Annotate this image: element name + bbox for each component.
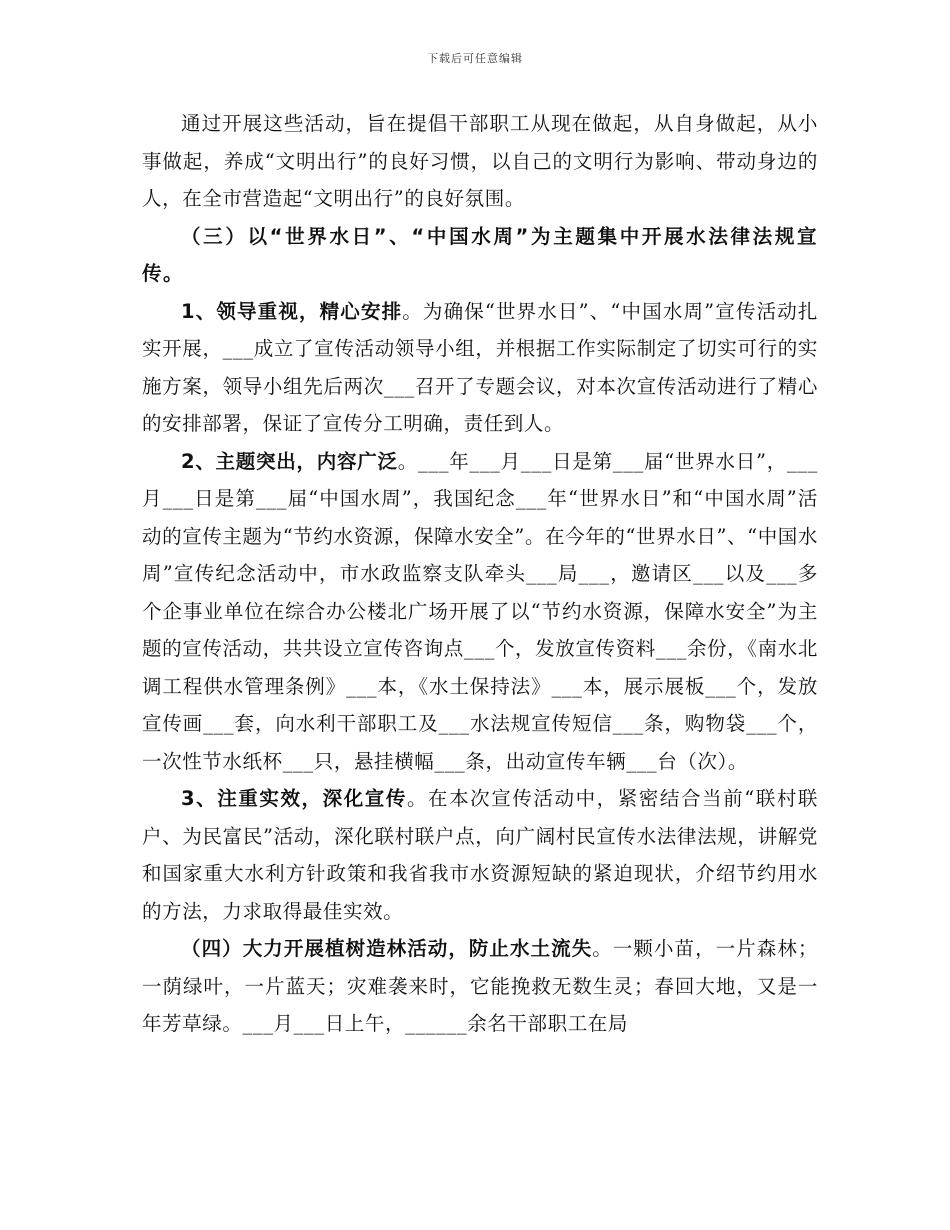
- section-heading-text: （三）以“世界水日”、“中国水周”为主题集中开展水法律法规宣传。: [142, 224, 818, 285]
- paragraph-text: 通过开展这些活动，旨在提倡干部职工从现在做起，从自身做起，从小事做起，养成“文明出行”的良好习惯，以自己的文明行为影响、带动身边的人，在全市营造起“文明出行”的良好氛围。: [142, 112, 818, 210]
- page-header-note: 下载后可任意编辑: [427, 52, 523, 65]
- paragraph-lead: （四）大力开展植树造林活动，防止水土流失: [181, 937, 593, 960]
- paragraph-effectiveness: [142, 780, 818, 930]
- paragraph-text: 。为确保“世界水日”、“中国水周”宣传活动扎实开展，___成立了宣传活动领导小组，并根据工作实际制定了切实可行的实施方案，领导小组先后两次___召开了专题会议，对本次宣传活动进行了精心的安排部署，保证了宣传分工明确，责任到人。: [142, 299, 819, 435]
- paragraph-lead: 3、注重实效，深化宣传: [181, 787, 407, 810]
- paragraph-lead: 1、领导重视，精心安排: [181, 299, 403, 323]
- paragraph-text: 。一颗小苗，一片森林；一荫绿叶，一片蓝天；灾难袭来时，它能挽救无数生灵；春回大地，又是一年芳草绿。___月___日上午，______余名干部职工在局: [142, 937, 818, 1035]
- paragraph-lead: 2、主题突出，内容广泛: [181, 449, 398, 473]
- document-body: [142, 105, 818, 1043]
- paragraph-text: 。在本次宣传活动中，紧密结合当前“联村联户、为民富民”活动，深化联村联户点，向广阔村民宣传水法律法规，讲解党和国家重大水利方针政策和我省我市水资源短缺的紧迫现状，介绍节约用水的方法，力求取得最佳实效。: [142, 787, 818, 923]
- paragraph-theme: [142, 443, 818, 781]
- paragraph-tree-planting: [142, 930, 818, 1043]
- paragraph-civilized-travel: [142, 105, 818, 218]
- paragraph-leadership: [142, 293, 818, 443]
- paragraph-text: 。___年___月___日是第___届“世界水日”，___月___日是第___届“中国水周”，我国纪念___年“世界水日”和“中国水周”活动的宣传主题为“节约水资源，保障水安全”。在今年的“世界水日”、“中国水周”宣传纪念活动中，市水政监察支队牵头___局___，邀请区___以及___多个企事业单位在综合办公楼北广场开展了以“节约水资源，保障水安全”为主题的宣传活动，共共设立宣传咨询点___个，发放宣传资料___余份，《南水北调工程供水管理条例》___本，《水土保持法》___本，展示展板___个，发放宣传画___套，向水利干部职工及___水法规宣传短信___条，购物袋___个，一次性节水纸杯___只，悬挂横幅___条，出动宣传车辆___台（次）。: [142, 449, 818, 773]
- section-heading-water-day: [142, 218, 818, 293]
